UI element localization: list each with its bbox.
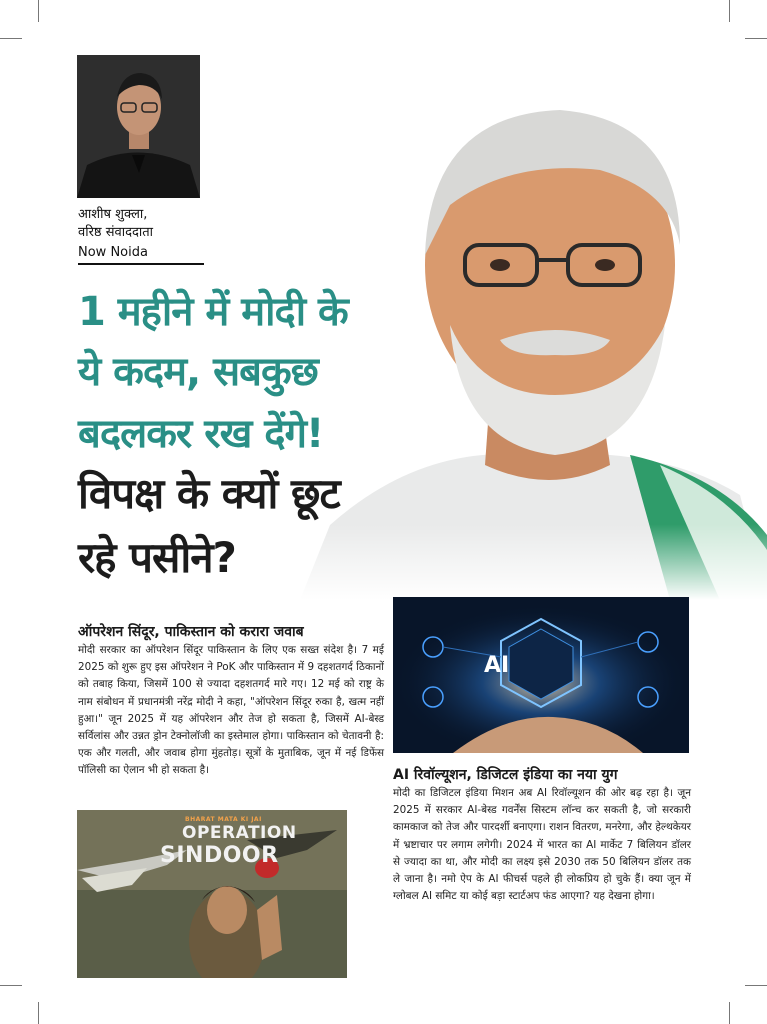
crop-mark bbox=[0, 985, 22, 986]
ai-illustration-image bbox=[393, 597, 689, 753]
crop-mark bbox=[38, 1002, 39, 1024]
author-divider bbox=[78, 263, 204, 265]
headline-line-4: विपक्ष के क्यों छूट bbox=[78, 469, 340, 518]
operation-brand-text: BHARAT MATA KI JAI bbox=[185, 816, 262, 823]
headline-line-5: रहे पसीने? bbox=[78, 533, 236, 582]
operation-title-line-1: OPERATION bbox=[182, 823, 297, 843]
crop-mark bbox=[729, 1002, 730, 1024]
crop-mark bbox=[38, 0, 39, 22]
headline-line-3: बदलकर रख देंगे! bbox=[78, 411, 324, 457]
crop-mark bbox=[745, 38, 767, 39]
author-name: आशीष शुक्ला, bbox=[78, 207, 148, 222]
section-body-operation-sindoor: मोदी सरकार का ऑपरेशन सिंदूर पाकिस्तान के लिए एक सख्त संदेश है। 7 मई 2025 को शुरू हुए इस ऑपरेशन ने PoK और पाकिस्तान में 9 दहशतगर्द ठिकानों को तबाह किया, जिसमें 100 से ज्यादा दहशतगर्द मारे गए। 12 मई को राष्ट्र के नाम संबोधन में प्रधानमंत्री नरेंद्र मोदी ने कहा, "ऑपरेशन सिंदूर रुका है, खत्म नहीं हुआ।" जून 2025 में यह ऑपरेशन और तेज हो सकता है, जिसमें AI-बेस्ड सर्विलांस और उन्नत ड्रोन टेक्नोलॉजी का इस्तेमाल होगा। पाकिस्तान को चेतावनी है: एक और गलती, और जवाब होगा मुंहतोड़। सूत्रों के मुताबिक, जून में नई डिफेंस पॉलिसी का ऐलान भी हो सकता है। bbox=[78, 644, 384, 777]
operation-title-line-2: SINDOOR bbox=[160, 843, 279, 868]
section-body-ai-revolution: मोदी का डिजिटल इंडिया मिशन अब AI रिवॉल्यूशन की ओर बढ़ रहा है। जून 2025 में सरकार AI-बेस्ड गवर्नेंस सिस्टम लॉन्च कर सकती है, जो सरकारी कामकाज को तेज और पारदर्शी बनाएगा। राशन वितरण, मनरेगा, और हेल्थकेयर में भ्रष्टाचार पर लगाम लगेगी। 2024 में भारत का AI मार्केट 7 बिलियन डॉलर से ज्यादा का था, और मोदी का लक्ष्य इसे 2030 तक 50 बिलियन डॉलर तक ले जाना है। नमो ऐप के AI फीचर्स पहले ही लोकप्रिय हो चुके हैं। क्या जून में ग्लोबल AI समिट या कोई बड़ा स्टार्टअप फंड आएगा? यह देखना होगा। bbox=[393, 787, 691, 903]
author-role: वरिष्ठ संवाददाता bbox=[78, 225, 154, 240]
ai-chip-label: AI bbox=[484, 653, 510, 678]
crop-mark bbox=[745, 985, 767, 986]
section-title-ai-revolution: AI रिवॉल्यूशन, डिजिटल इंडिया का नया युग bbox=[393, 767, 618, 783]
headline-line-1: 1 महीने में मोदी के bbox=[78, 289, 348, 335]
author-organization: Now Noida bbox=[78, 245, 148, 260]
section-title-operation-sindoor: ऑपरेशन सिंदूर, पाकिस्तान को करारा जवाब bbox=[78, 624, 304, 640]
crop-mark bbox=[0, 38, 22, 39]
author-photo bbox=[77, 55, 200, 198]
crop-mark bbox=[729, 0, 730, 22]
headline-line-2: ये कदम, सबकुछ bbox=[78, 349, 318, 395]
hero-portrait-image bbox=[300, 95, 767, 600]
